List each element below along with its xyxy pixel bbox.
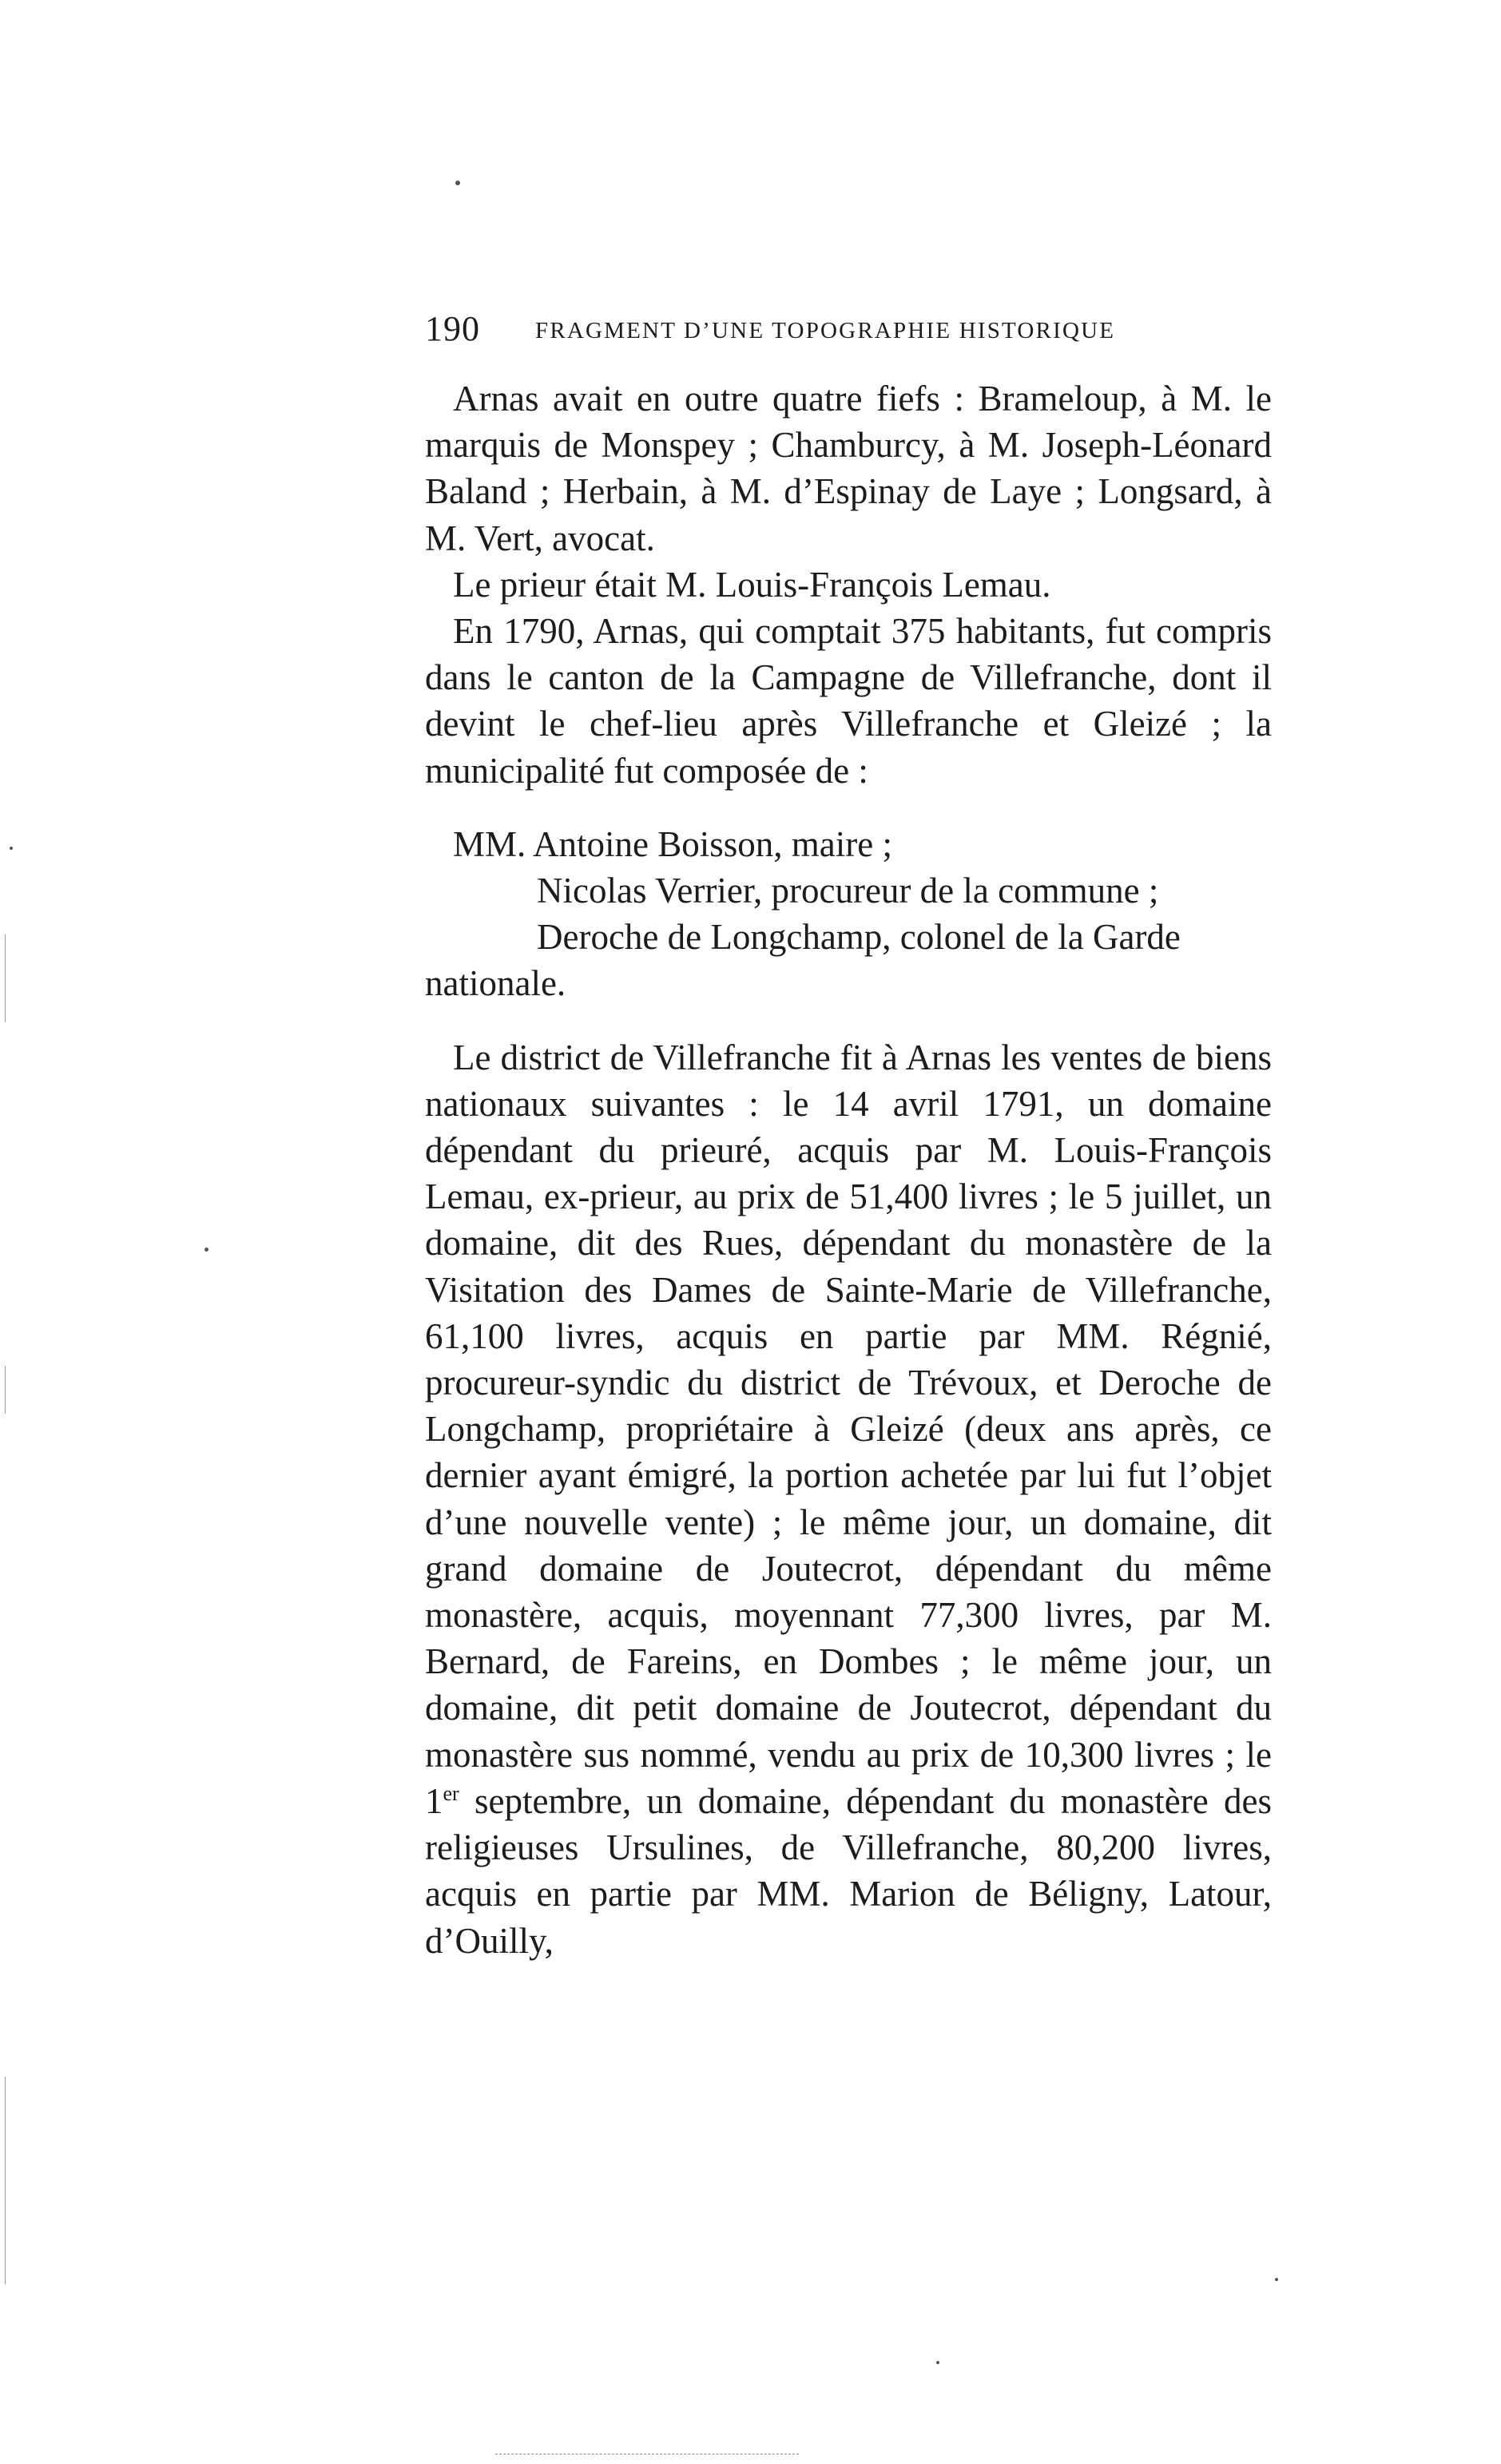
scan-bottom-rule: [495, 2454, 799, 2455]
list-item-mayor: MM. Antoine Boisson, maire ;: [453, 823, 892, 864]
paragraph-sales: [425, 1034, 1272, 1964]
scan-speck: [1275, 2278, 1278, 2281]
paragraph-canton: En 1790, Arnas, qui comptait 375 habitants, fut compris dans le canton de la Campagne de Villefranche, dont il devint le chef-lieu après Villefranche et Gleizé ; la municipalité fut composée de :: [425, 611, 1272, 791]
paragraph-prior: Le prieur était M. Louis-François Lemau.: [453, 564, 1051, 605]
body-text: [425, 375, 1272, 1964]
running-header: [425, 308, 1272, 356]
ordinal-superscript: er: [443, 1781, 459, 1805]
scan-edge-mark: [5, 2077, 6, 2284]
page-number: 190: [425, 309, 480, 348]
scan-edge-mark: [5, 1366, 6, 1414]
sales-text-part1: Le district de Villefranche fit à Arnas les ventes de biens nationaux suivantes : le 14 avril 1791, un domaine dépendant du prieuré, acquis par M. Louis-François Lemau, ex-prieur, au prix de 51,400 livres ; le 5 juillet, un domaine, dit des Rues, dépendant du monastère de la Visitation des Dames de Sainte-Marie de Villefranche, 61,100 livres, acquis en partie par MM. Régnié, procureur-syndic du district de Trévoux, et Deroche de Longchamp, propriétaire à Gleizé (deux ans après, ce dernier ayant émigré, la portion achetée par lui fut l’objet d’une nouvelle vente) ; le même jour, un domaine, dit grand domaine de Joutecrot, dépendant du même monastère, acquis, moyennant 77,300 livres, par M. Bernard, de Fareins, en Dombes ; le même jour, un domaine, dit petit domaine de Joutecrot, dépendant du monastère sus nommé, vendu au prix de 10,300 livres ; le 1: [425, 1037, 1272, 1821]
scan-edge-mark: [5, 934, 6, 1022]
scan-speck: [205, 1248, 208, 1252]
scan-speck: [455, 181, 460, 185]
municipality-list: [425, 821, 1272, 1007]
paragraph-fiefs: Arnas avait en outre quatre fiefs : Brameloup, à M. le marquis de Monspey ; Chamburcy, à M. Joseph-Léonard Baland ; Herbain, à M. d’Espinay de Laye ; Longsard, à M. Vert, avocat.: [425, 379, 1272, 558]
scan-speck: [936, 2361, 939, 2364]
list-item-colonel-cont: nationale.: [425, 963, 566, 1004]
sales-text-part2: septembre, un domaine, dépendant du monastère des religieuses Ursulines, de Villefranche, 80,200 livres, acquis en partie par MM. Marion de Béligny, Latour, d’Ouilly,: [425, 1780, 1272, 1961]
list-item-procureur: Nicolas Verrier, procureur de la commune ;: [537, 871, 1159, 911]
list-item-colonel: Deroche de Longchamp, colonel de la Garde: [537, 917, 1181, 958]
scan-speck: [10, 847, 13, 850]
running-title: FRAGMENT D’UNE TOPOGRAPHIE HISTORIQUE: [535, 318, 1116, 343]
